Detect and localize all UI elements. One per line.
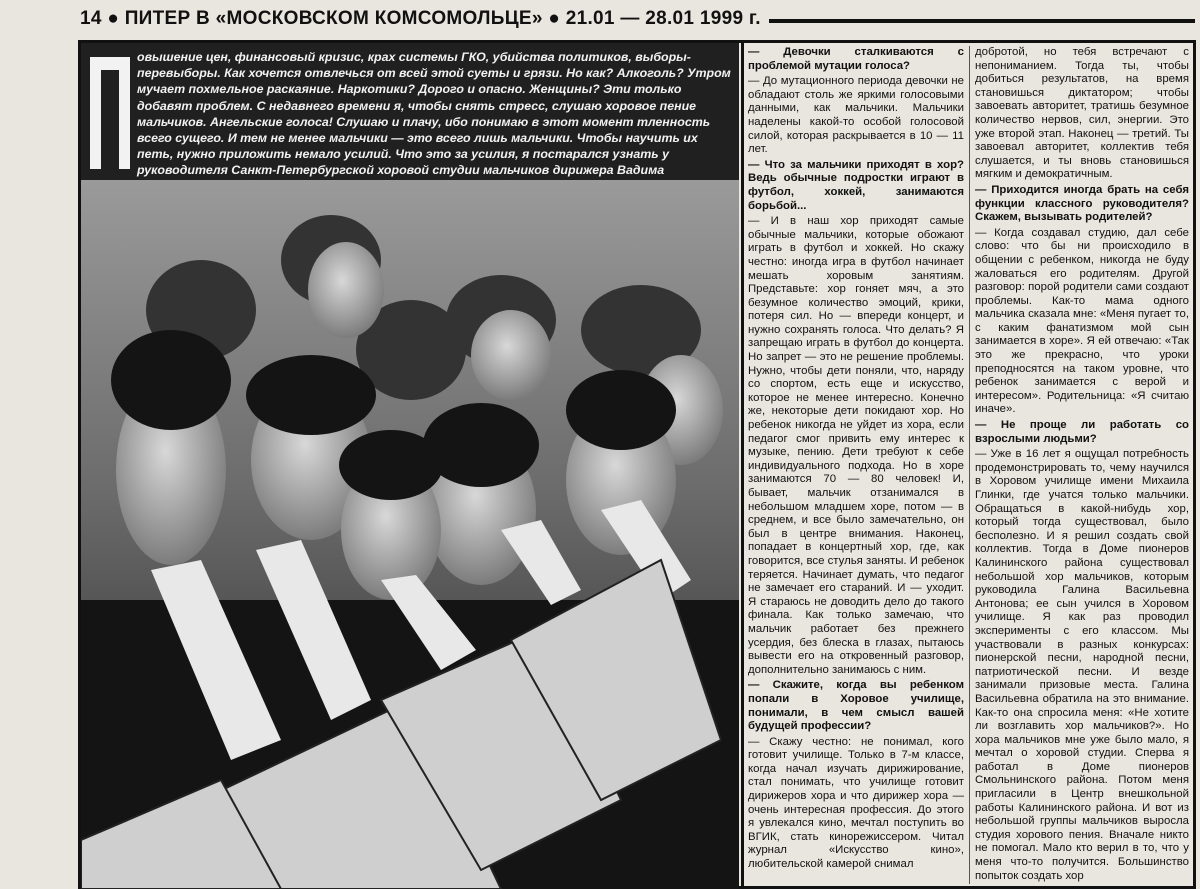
- page-number: 14: [80, 8, 102, 29]
- choir-boys-photo-icon: [81, 180, 739, 889]
- answer: добротой, но тебя встречают с непониманием. Тогда ты, чтобы добиться результатов, на время становишься диктатором; чтобы завоевать авторитет, тратишь безумное количество нервов, сил, энергии. Это уже второй этап. Наконец — третий. Ты завоевал авторитет, коллектив тебя слушается, и ты вновь становишься мягким и демократичным.: [975, 46, 1189, 181]
- bullet-icon: ●: [107, 8, 125, 29]
- question: — Девочки сталкиваются с проблемой мутации голоса?: [748, 46, 964, 72]
- answer: — Когда создавал студию, дал себе слово: что бы ни происходило в общении с ребенком, никогда не буду жаловаться его родителям. Другой разговор: порой родители сами создают проблемы. Как-то мама одного мальчика сказала мне: «Меня пугает то, с каким фанатизмом мой сын занимается в хоре». Я ей отвечаю: «Так это же прекрасно, что уроки преподносятся на таком уровне, что ребенок занимается с верой и интересом». Родительница: «Я считаю иначе».: [975, 226, 1189, 416]
- lead-block: [81, 43, 739, 180]
- article-column-2: [975, 46, 1189, 885]
- question: — Не проще ли работать со взрослыми людьми?: [975, 419, 1189, 445]
- answer: — И в наш хор приходят самые обычные мальчики, которые обожают играть в футбол и хоккей. Но скажу честно: иногда игра в футбол начинает мешать хоровым занятиям. Представьте: хор гоняет мяч, а это безумное количество эмоций, крики, потеря сил. Но — впереди концерт, и нужно сохранять голоса. Что делать? Я запрещаю играть в футбол до концерта. Но запрет — это не решение проблемы. Нужно, чтобы дети поняли, что, наряду со спортом, есть еще и искусство, которое не менее интересно. Конечно же, некоторые дети покидают хор. Но ребенок никогда не уйдет из хора, если педагог смог привить ему интерес к музыке, пению. Дети требуют к себе индивидуального подхода. Но в хоре занимаются 70 — 80 человек! И, бывает, мальчик отзанимался в небольшом младшем хоре, потом — в среднем, и все было замечательно, он был в центре внимания. Наконец, попадает в концертный хор, где, как говорится, все стулья заняты. И ребенок теряется. Начинает думать, что педагог не замечает его стараний. И — уходит. Я стараюсь не доводить дело до такого финала. Как только замечаю, что мальчик работает без прежнего усердия, без блеска в глазах, пытаюсь вывести его на откровенный разговор, дополнительно занимаюсь с ним.: [748, 215, 964, 676]
- question: — Скажите, когда вы ребенком попали в Хоровое училище, понимали, в чем смысл вашей будущей профессии?: [748, 679, 964, 733]
- page-header: [80, 4, 1195, 34]
- section-title: ПИТЕР В «МОСКОВСКОМ КОМСОМОЛЬЦЕ»: [124, 8, 543, 29]
- question: — Что за мальчики приходят в хор? Ведь обычные подростки играют в футбол, хоккей, занимаются борьбой...: [748, 158, 964, 212]
- choir-photo: [81, 180, 739, 889]
- answer: — Скажу честно: не понимал, кого готовит училище. Только в 7-м классе, когда начал изучать дирижирование, стал понимать, что училище готовит дирижеров хора и что дирижер хора — очень интересная профессия. До этого я увлекался кино, мечтал поступить во ВГИК, стать кинорежиссером. Читал журнал «Искусство кино», любительской камерой снимал: [748, 735, 964, 871]
- dropcap: [90, 57, 130, 169]
- header-rule: [769, 19, 1195, 23]
- bullet-icon: ●: [548, 8, 566, 29]
- column-separator: [741, 43, 744, 886]
- answer: — До мутационного периода девочки не обладают столь же яркими голосовыми данными, как мальчики. Мальчики наделены какой-то особой голосовой силой, которая раскрывается в 10 — 11 лет.: [748, 75, 964, 156]
- lead-paragraph: овышение цен, финансовый кризис, крах системы ГКО, убийства политиков, выборы-перевыборы. Как хочется отвлечься от всей этой суеты и грязи. Но как? Алкоголь? Утром мучает похмельное раскаяние. Наркотики? Дорого и опасно. Женщины? Эти только добавят проблем. С недавнего времени я, чтобы снять стресс, слушаю хоровое пение мальчиков. Ангельские голоса! Слушаю и плачу, ибо понимаю в этот момент тленность всего сущего. И тем не менее мальчики — это всего лишь мальчики. Чтобы научить их петь, нужно приложить немало усилий. Что это за усилия, я постарался узнать у руководителя Санкт-Петербургской хоровой студии мальчиков дирижера Вадима: [137, 50, 731, 178]
- page-header-text: [80, 8, 761, 30]
- lead-text: [137, 49, 731, 195]
- question: — Приходится иногда брать на себя функции классного руководителя? Скажем, вызывать родителей?: [975, 183, 1189, 224]
- column-divider: [969, 46, 970, 884]
- answer: — Уже в 16 лет я ощущал потребность продемонстрировать то, чему научился в Хоровом училище имени Михаила Глинки, где учатся только мальчики. Обращаться в какой-нибудь хор, который тогда существовал, было бесполезно. И я решил создать свой коллектив. Тогда в Доме пионеров Калининского района существовал небольшой хор мальчиков, которым руководила Галина Васильевна Антонова; ее сын учился в Хоровом училище. Я как раз проводил эксперименты с его классом. Мы участвовали в разных конкурсах: пионерской песни, народной песни, патриотической песни. И везде занимали призовые места. Галина Васильевна обратила на это внимание. Как-то она спросила меня: «Не хотите ли возглавить хор мальчиков?». Но хора мальчиков мне уже было мало, я мечтал о хоровой студии. Сперва я работал в Доме пионеров Смольнинского района. Потом меня пригласили в Центр внешкольной работы Калининского района. И вот из небольшой группы мальчиков выросла студия хорового пения. Вначале никто не помогал. Мало кто верил в то, что у меня что-то получится. Большинство попыток создать хор: [975, 448, 1189, 882]
- article-column-1: [748, 46, 964, 874]
- issue-dates: 21.01 — 28.01 1999 г.: [565, 8, 761, 29]
